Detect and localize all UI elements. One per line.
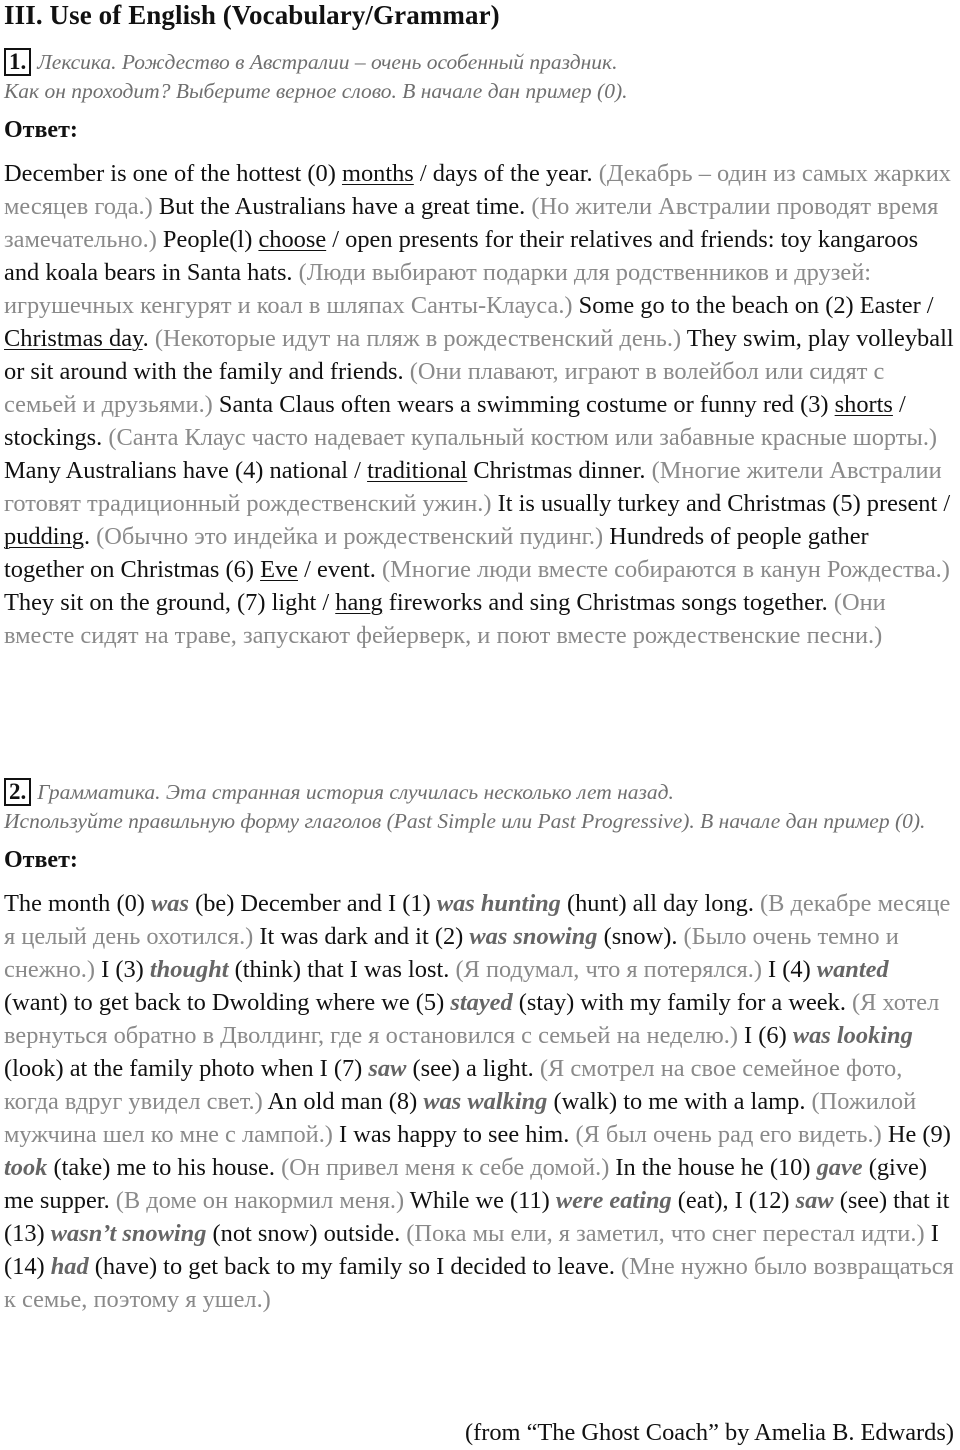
chosen-word: pudding [4, 523, 84, 550]
en-text: I (14) [4, 1220, 939, 1280]
en-text: (walk) to me with a lamp. [547, 1088, 812, 1115]
en-text: I (6) [737, 1022, 793, 1049]
verb-answer: had [50, 1253, 89, 1280]
en-text: / stockings. [4, 391, 906, 451]
verb-answer: was snowing [469, 923, 598, 950]
en-text: It is usually turkey and Christmas (5) present / [491, 490, 951, 517]
verb-answer: saw [368, 1055, 407, 1082]
en-text: / open presents for their relatives and friends: toy kangaroos and koala bears in Santa hats. [4, 226, 919, 286]
chosen-word: traditional [367, 457, 468, 484]
task-1-number: 1. [4, 48, 31, 76]
ru-translation: (Многие жители Австралии готовят традиционный рождественский ужин.) [4, 457, 942, 517]
chosen-word: choose [258, 226, 327, 253]
verb-answer: was [151, 890, 189, 917]
en-text: / days of the year. [413, 160, 599, 187]
ru-translation: (Мне нужно было возвращаться к семье, поэтому я ушел.) [4, 1253, 954, 1313]
en-text: While we (11) [404, 1187, 556, 1214]
task-2-answer-text [4, 887, 954, 1316]
verb-answer: gave [816, 1154, 863, 1181]
chosen-word: Christmas day [4, 325, 143, 352]
verb-answer: wasn’t snowing [50, 1220, 207, 1247]
chosen-word: months [341, 160, 414, 187]
task-1-answer-text [4, 157, 954, 652]
en-text: (see) a light. [406, 1055, 540, 1082]
task-2-number: 2. [4, 778, 31, 806]
en-text: . [83, 523, 97, 550]
en-text: Christmas dinner. [467, 457, 652, 484]
task-2 [4, 778, 954, 1316]
task-1 [4, 48, 954, 652]
en-text: fireworks and sing Christmas songs together. [382, 589, 834, 616]
verb-answer: was hunting [436, 890, 561, 917]
ru-translation: (Я хотел вернуться обратно в Дволдинг, где я остановился с семьей на неделю.) [4, 989, 940, 1049]
verb-answer: was looking [792, 1022, 913, 1049]
en-text: (think) that I was lost. [228, 956, 456, 983]
en-text: They sit on the ground, (7) light / [4, 589, 336, 616]
ru-translation: (В декабре месяце я целый день охотился.) [4, 890, 951, 950]
en-text: He (9) [881, 1121, 951, 1148]
verb-answer: were eating [555, 1187, 672, 1214]
ru-translation: (Они плавают, играют в волейбол или сидят с семьей и друзьями.) [4, 358, 885, 418]
en-text: They swim, play volleyball or sit around with the family and friends. [4, 325, 954, 385]
en-text: . [142, 325, 155, 352]
en-text: (see) that it (13) [4, 1187, 950, 1247]
en-text: It was dark and it (2) [253, 923, 470, 950]
chosen-word: shorts [834, 391, 893, 418]
en-text: Santa Claus often wears a swimming costume or funny red (3) [212, 391, 835, 418]
en-text: Some go to the beach on (2) Easter / [572, 292, 934, 319]
task-1-instruction-line1: Лексика. Рождество в Австралии – очень особенный праздник. [37, 50, 618, 74]
en-text: (take) me to his house. [47, 1154, 282, 1181]
verb-answer: stayed [450, 989, 513, 1016]
en-text: But the Australians have a great time. [152, 193, 532, 220]
en-text: (want) to get back to Dwolding where we (5) [4, 989, 451, 1016]
ru-translation: (Декабрь – один из самых жарких месяцев года.) [4, 160, 951, 220]
ru-translation: (Пожилой мужчина шел ко мне с лампой.) [4, 1088, 917, 1148]
en-text: People(l) [156, 226, 259, 253]
en-text: I (4) [761, 956, 817, 983]
en-text: (stay) with my family for a week. [512, 989, 853, 1016]
en-text: (be) December and I (1) [188, 890, 437, 917]
en-text: (look) at the family photo when I (7) [4, 1055, 369, 1082]
task-2-answer-label: Ответ: [4, 847, 78, 873]
ru-translation: (Я смотрел на свое семейное фото, когда вдруг увидел свет.) [4, 1055, 903, 1115]
en-text: The month (0) [4, 890, 151, 917]
ru-translation: (Он привел меня к себе домой.) [281, 1154, 610, 1181]
ru-translation: (Санта Клаус часто надевает купальный костюм или забавные красные шорты.) [108, 424, 938, 451]
section-title: III. Use of English (Vocabulary/Grammar) [4, 0, 500, 30]
source-attribution: (from “The Ghost Coach” by Amelia B. Edwards) [464, 1419, 954, 1446]
en-text: December is one of the hottest (0) [4, 160, 342, 187]
task-1-instruction-line2: Как он проходит? Выберите верное слово. В начале дан пример (0). [4, 79, 628, 103]
en-text: (have) to get back to my family so I decided to leave. [88, 1253, 622, 1280]
ru-translation: (Было очень темно и снежно.) [4, 923, 899, 983]
ru-translation: (Люди выбирают подарки для родственников и друзей: игрушечных кенгурят и коал в шляпах Санты-Клауса.) [4, 259, 872, 319]
ru-translation: (Обычно это индейка и рождественский пудинг.) [96, 523, 604, 550]
en-text: (snow). [597, 923, 684, 950]
en-text: (give) me supper. [4, 1154, 927, 1214]
ru-translation: (Но жители Австралии проводят время замечательно.) [4, 193, 939, 253]
ru-translation: (Многие люди вместе собираются в канун Рождества.) [381, 556, 950, 583]
ru-translation: (Некоторые идут на пляж в рождественский день.) [154, 325, 682, 352]
task-2-instruction [4, 778, 954, 836]
en-text: Many Australians have (4) national / [4, 457, 368, 484]
en-text: (hunt) all day long. [560, 890, 761, 917]
task-1-answer-label: Ответ: [4, 117, 78, 143]
ru-translation: (Я подумал, что я потерялся.) [455, 956, 762, 983]
task-1-instruction [4, 48, 954, 106]
en-text: An old man (8) [262, 1088, 424, 1115]
en-text: (eat), I (12) [671, 1187, 796, 1214]
task-2-instruction-line2: Используйте правильную форму глаголов (Past Simple или Past Progressive). В начале дан пример (0). [4, 809, 926, 833]
en-text: In the house he (10) [609, 1154, 817, 1181]
ru-translation: (Я был очень рад его видеть.) [575, 1121, 882, 1148]
verb-answer: thought [149, 956, 229, 983]
verb-answer: wanted [816, 956, 889, 983]
en-text: Hundreds of people gather together on Christmas (6) [4, 523, 869, 583]
verb-answer: saw [795, 1187, 834, 1214]
ru-translation: (В доме он накормил меня.) [115, 1187, 405, 1214]
en-text: I (3) [95, 956, 150, 983]
ru-translation: (Они вместе сидят на траве, запускают фейерверк, и поют вместе рождественские песни.) [4, 589, 886, 649]
en-text: / event. [297, 556, 382, 583]
chosen-word: hang [335, 589, 383, 616]
en-text: (not snow) outside. [206, 1220, 407, 1247]
verb-answer: took [4, 1154, 48, 1181]
ru-translation: (Пока мы ели, я заметил, что снег перестал идти.) [406, 1220, 925, 1247]
en-text: I was happy to see him. [332, 1121, 576, 1148]
task-2-instruction-line1: Грамматика. Эта странная история случилась несколько лет назад. [37, 780, 674, 804]
verb-answer: was walking [423, 1088, 548, 1115]
chosen-word: Eve [260, 556, 298, 583]
